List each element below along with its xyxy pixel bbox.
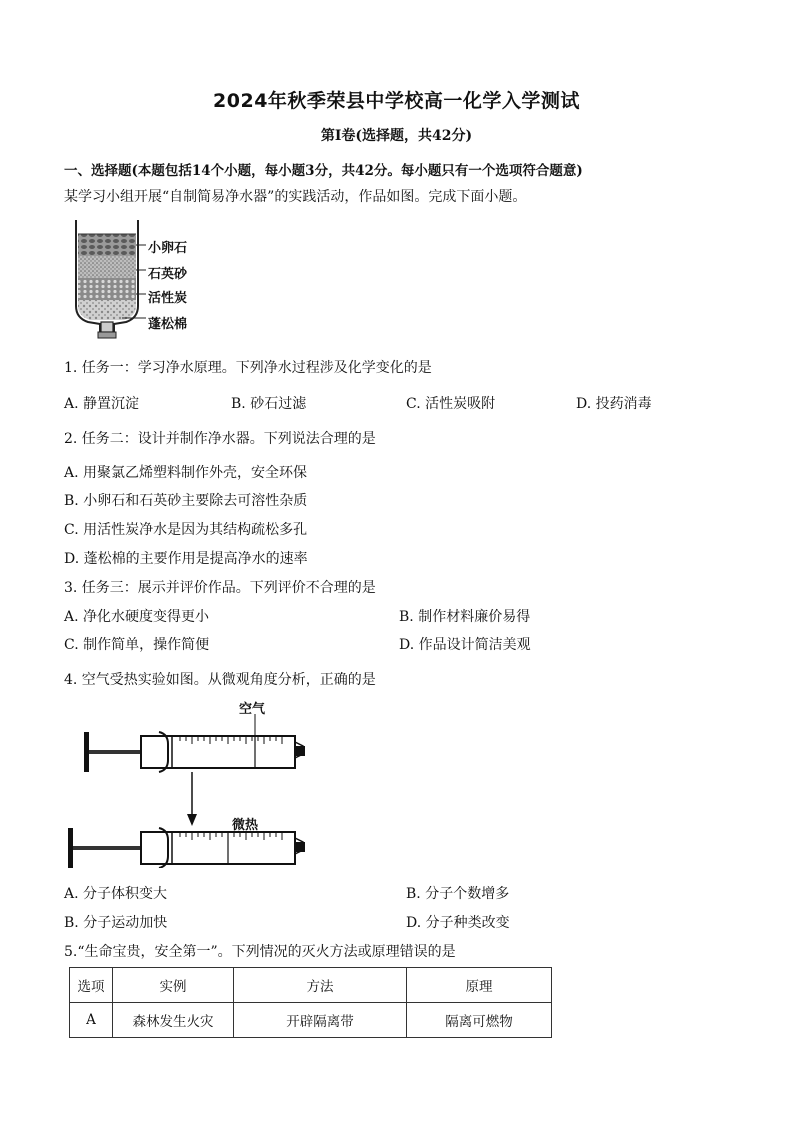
table-header-cell: 实例: [113, 968, 234, 1003]
syringe-figure: [64, 696, 324, 868]
water-filter-illustration: [64, 214, 224, 344]
page-subtitle: 第Ⅰ卷(选择题，共42分): [320, 128, 473, 144]
question-5-table: [69, 967, 552, 1038]
question-2-stem: 2. 任务二：设计并制作净水器。下列说法合理的是: [64, 431, 376, 447]
question-4-option-c[interactable]: B. 分子运动加快: [64, 915, 168, 931]
question-1-option-b[interactable]: B. 砂石过滤: [231, 396, 307, 412]
question-1-stem: 1. 任务一：学习净水原理。下列净水过程涉及化学变化的是: [64, 360, 432, 376]
table-row: [70, 1003, 552, 1038]
question-5-stem: 5.“生命宝贵，安全第一”。下列情况的灭火方法或原理错误的是: [64, 944, 456, 960]
question-2-option-d[interactable]: D. 蓬松棉的主要作用是提高净水的速率: [64, 551, 308, 567]
section-heading: 一、选择题(本题包括14个小题，每小题3分，共42分。每小题只有一个选项符合题意): [64, 163, 583, 179]
syringe-illustration: [64, 696, 324, 868]
question-3-option-d[interactable]: D. 作品设计简洁美观: [399, 637, 531, 653]
section-intro: 某学习小组开展“自制简易净水器”的实践活动，作品如图。完成下面小题。: [64, 189, 527, 205]
label-activated-carbon: 活性炭: [148, 291, 188, 306]
question-1-option-d[interactable]: D. 投药消毒: [576, 396, 652, 412]
question-1-option-c[interactable]: C. 活性炭吸附: [406, 396, 496, 412]
question-3-option-c[interactable]: C. 制作简单，操作简便: [64, 637, 210, 653]
question-4-option-d[interactable]: D. 分子种类改变: [406, 915, 510, 931]
question-4-option-b[interactable]: B. 分子个数增多: [406, 886, 510, 902]
label-slight-heating: 微热: [232, 818, 259, 833]
table-header-row: [70, 968, 552, 1003]
question-2-option-b[interactable]: B. 小卵石和石英砂主要除去可溶性杂质: [64, 493, 308, 509]
table-cell: 开辟隔离带: [234, 1003, 407, 1038]
label-air: 空气: [239, 702, 266, 717]
page-title: 2024年秋季荣县中学校高一化学入学测试: [213, 90, 580, 112]
question-3-option-b[interactable]: B. 制作材料廉价易得: [399, 609, 531, 625]
question-2-option-c[interactable]: C. 用活性炭净水是因为其结构疏松多孔: [64, 522, 308, 538]
question-1-option-a[interactable]: A. 静置沉淀: [64, 396, 140, 412]
question-3-stem: 3. 任务三：展示并评价作品。下列评价不合理的是: [64, 580, 376, 596]
question-4-option-a[interactable]: A. 分子体积变大: [64, 886, 168, 902]
table-header-cell: 方法: [234, 968, 407, 1003]
question-4-stem: 4. 空气受热实验如图。从微观角度分析，正确的是: [64, 672, 376, 688]
syringe-top: [84, 732, 305, 772]
table-cell: 森林发生火灾: [113, 1003, 234, 1038]
question-3-option-a[interactable]: A. 净化水硬度变得更小: [64, 609, 210, 625]
table-cell: A: [70, 1003, 113, 1038]
label-pebbles: 小卵石: [148, 241, 188, 256]
label-quartz-sand: 石英砂: [148, 267, 188, 282]
table-header-cell: 原理: [407, 968, 552, 1003]
label-cotton: 蓬松棉: [148, 317, 188, 332]
question-2-option-a[interactable]: A. 用聚氯乙烯塑料制作外壳，安全环保: [64, 465, 308, 481]
table-header-cell: 选项: [70, 968, 113, 1003]
table-cell: 隔离可燃物: [407, 1003, 552, 1038]
water-filter-figure: [64, 214, 224, 344]
